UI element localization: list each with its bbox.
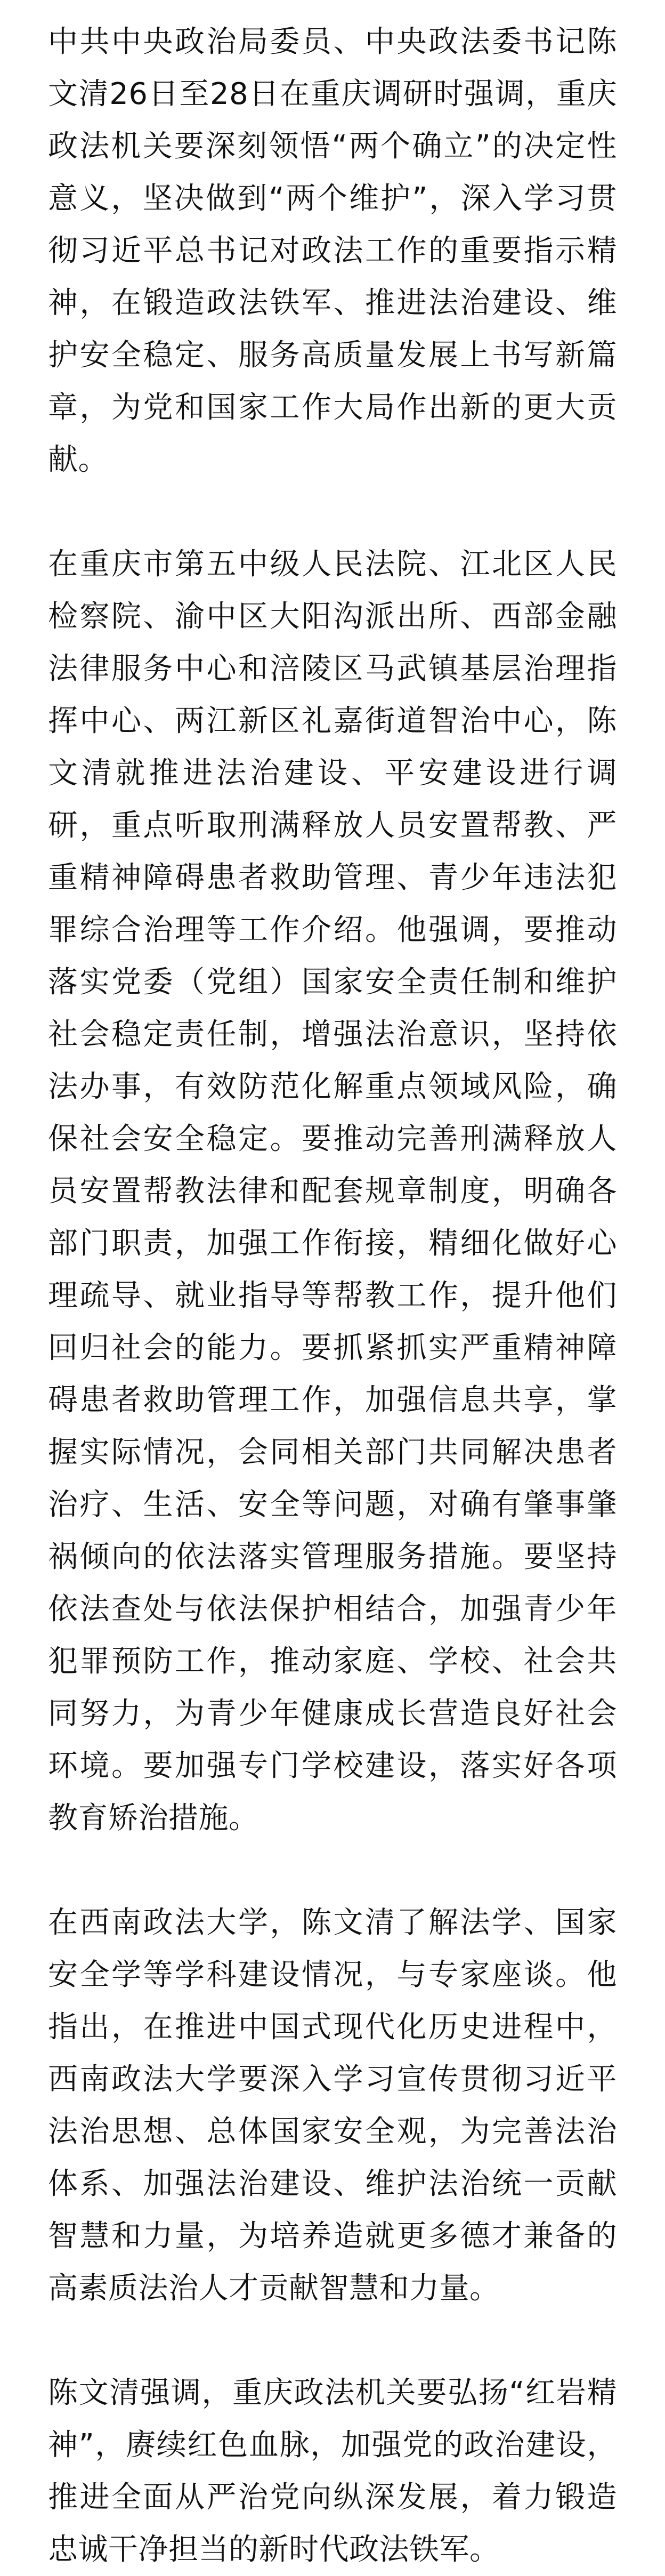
paragraph-chongqing-visits: 在重庆市第五中级人民法院、江北区人民检察院、渝中区大阳沟派出所、西部金融法律服务中心和涪陵区马武镇基层治理指挥中心、两江新区礼嘉街道智治中心，陈文清就推进法治建设、平安建设进行调研，重点听取刑满释放人员安置帮教、严重精神障碍患者救助管理、青少年违法犯罪综合治理等工作介绍。他强调，要推动落实党委（党组）国家安全责任制和维护社会稳定责任制，增强法治意识，坚持依法办事，有效防范化解重点领域风险，确保社会安全稳定。要推动完善刑满释放人员安置帮教法律和配套规章制度，明确各部门职责，加强工作衔接，精细化做好心理疏导、就业指导等帮教工作，提升他们回归社会的能力。要抓紧抓实严重精神障碍患者救助管理工作，加强信息共享，掌握实际情况，会同相关部门共同解决患者治疗、生活、安全等问题，对确有肇事肇祸倾向的依法落实管理服务措施。要坚持依法查处与依法保护相结合，加强青少年犯罪预防工作，推动家庭、学校、社会共同努力，为青少年健康成长营造良好社会环境。要加强专门学校建设，落实好各项教育矫治措施。 — [48, 547, 617, 1836]
paragraph-southwest-university: 在西南政法大学，陈文清了解法学、国家安全学等学科建设情况，与专家座谈。他指出，在推进中国式现代化历史进程中，西南政法大学要深入学习宣传贯彻习近平法治思想、总体国家安全观，为完善法治体系、加强法治建设、维护法治统一贡献智慧和力量，为培养造就更多德才兼备的高素质法治人才贡献智慧和力量。 — [48, 1905, 617, 2306]
paragraph-conclusion: 陈文清强调，重庆政法机关要弘扬“红岩精神”，赓续红色血脉，加强党的政治建设，推进全面从严治党向纵深发展，着力锻造忠诚干净担当的新时代政法铁军。 — [48, 2376, 617, 2567]
article-body — [48, 16, 617, 2576]
paragraph-intro: 中共中央政治局委员、中央政法委书记陈文清26日至28日在重庆调研时强调，重庆政法机关要深刻领悟“两个确立”的决定性意义，坚决做到“两个维护”，深入学习贯彻习近平总书记对政法工作的重要指示精神，在锻造政法铁军、推进法治建设、维护安全稳定、服务高质量发展上书写新篇章，为党和国家工作大局作出新的更大贡献。 — [48, 25, 617, 477]
